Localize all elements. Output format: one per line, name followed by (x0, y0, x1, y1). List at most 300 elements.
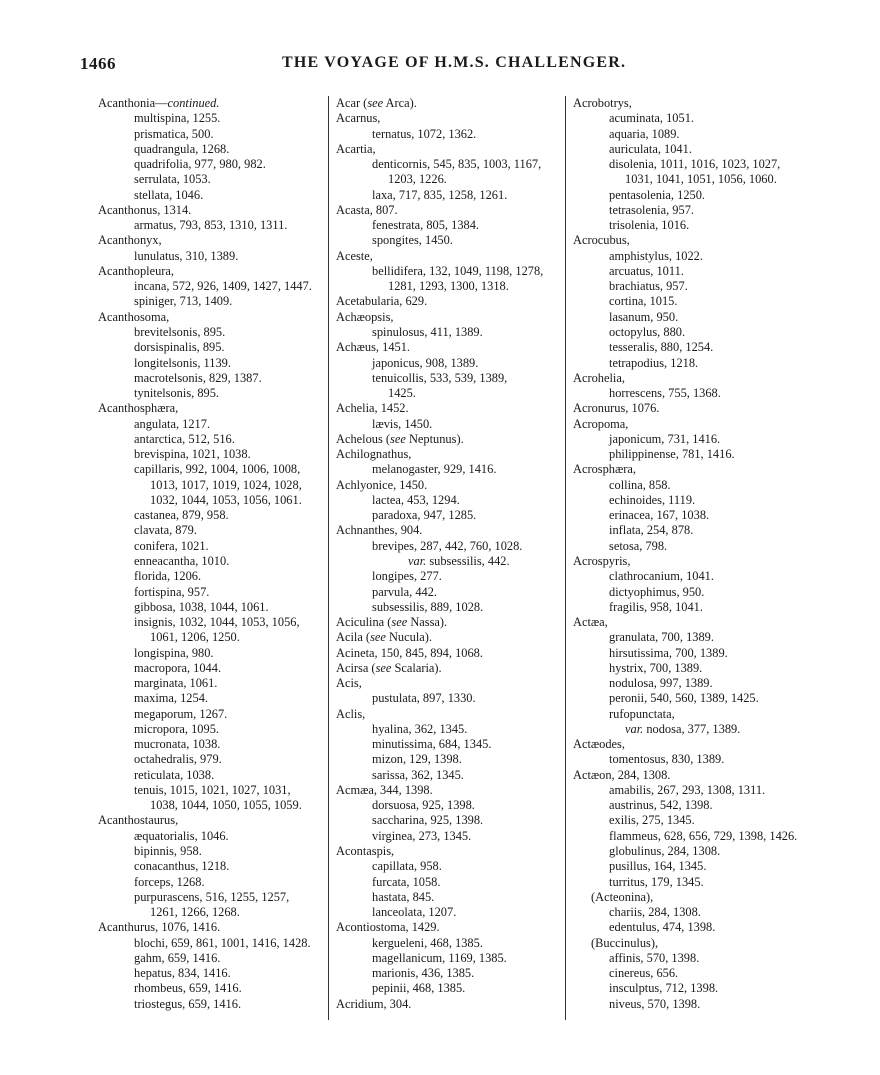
index-subentry (573, 523, 798, 538)
entry-text: prismatica, 500. (134, 126, 214, 141)
index-subentry (98, 340, 328, 355)
entry-text: trisolenia, 1016. (609, 218, 690, 233)
entry-text: armatus, 793, 853, 1310, 1311. (134, 218, 288, 233)
entry-text: clavata, 879. (134, 523, 197, 538)
index-subentry (573, 127, 798, 142)
page-number: 1466 (80, 54, 116, 73)
index-subentry (573, 783, 798, 798)
entry-text: affinis, 570, 1398. (609, 950, 700, 965)
index-subentry (98, 539, 328, 554)
index-subentry (573, 859, 798, 874)
entry-text: nodosa, 377, 1389. (643, 721, 741, 736)
entry-text: lasanum, 950. (609, 309, 679, 324)
index-subentry (98, 936, 328, 951)
index-subentry (98, 783, 328, 798)
entry-text: magellanicum, 1169, 1385. (372, 950, 507, 965)
entry-text: tenuicollis, 533, 539, 1389, (372, 370, 508, 385)
index-subentry (573, 844, 798, 859)
entry-text: megaporum, 1267. (134, 706, 228, 721)
index-subentry (336, 600, 561, 615)
entry-text: fortispina, 957. (134, 584, 210, 599)
index-continuation (573, 172, 798, 187)
entry-text: multispina, 1255. (134, 111, 221, 126)
index-subentry (98, 768, 328, 783)
entry-text: Achelia, 1452. (336, 401, 409, 416)
index-heading (336, 310, 561, 325)
entry-text: Acrospyris, (573, 553, 631, 568)
entry-text: pentasolenia, 1250. (609, 187, 706, 202)
index-continuation (98, 905, 328, 920)
index-subentry (573, 249, 798, 264)
entry-text: edentulus, 474, 1398. (609, 920, 716, 935)
index-subentry (98, 386, 328, 401)
index-continuation (98, 478, 328, 493)
index-subentry (98, 294, 328, 309)
entry-text: rufopunctata, (609, 706, 675, 721)
entry-text: 1038, 1044, 1050, 1055, 1059. (150, 798, 302, 813)
entry-text: fenestrata, 805, 1384. (372, 218, 480, 233)
entry-text: hastata, 845. (372, 889, 435, 904)
entry-text: Scalaria). (391, 660, 442, 675)
entry-text: conacanthus, 1218. (134, 859, 230, 874)
italic-text: see (367, 96, 384, 110)
index-heading (573, 615, 798, 630)
entry-text: longitelsonis, 1139. (134, 355, 231, 370)
entry-text: Actæodes, (573, 737, 625, 752)
index-subentry (573, 676, 798, 691)
entry-text: globulinus, 284, 1308. (609, 844, 721, 859)
index-subentry (573, 157, 798, 172)
entry-text: Achlyonice, 1450. (336, 477, 428, 492)
entry-text: parvula, 442. (372, 584, 438, 599)
entry-text: macropora, 1044. (134, 660, 222, 675)
index-heading (336, 707, 561, 722)
entry-text: pustulata, 897, 1330. (372, 691, 476, 706)
entry-text: tetrapodius, 1218. (609, 355, 699, 370)
index-subentry (336, 569, 561, 584)
index-continuation (98, 493, 328, 508)
entry-text: aquaria, 1089. (609, 126, 680, 141)
index-subentry (573, 325, 798, 340)
entry-text: hepatus, 834, 1416. (134, 966, 231, 981)
entry-text: maxima, 1254. (134, 691, 208, 706)
index-subentry (336, 462, 561, 477)
entry-text: Acanthonyx, (98, 233, 162, 248)
index-subentry (336, 798, 561, 813)
index-subentry (573, 829, 798, 844)
entry-text: laxa, 717, 835, 1258, 1261. (372, 187, 508, 202)
entry-text: hirsutissima, 700, 1389. (609, 645, 728, 660)
index-continuation (336, 172, 561, 187)
entry-text: Achnanthes, 904. (336, 523, 423, 538)
entry-text: florida, 1206. (134, 569, 202, 584)
entry-text: tomentosus, 830, 1389. (609, 752, 725, 767)
index-subentry (336, 356, 561, 371)
index-subentry (573, 264, 798, 279)
index-subentry (573, 569, 798, 584)
index-subentry (573, 630, 798, 645)
entry-text: hystrix, 700, 1389. (609, 660, 703, 675)
index-heading (573, 737, 798, 752)
entry-text: quadrifolia, 977, 980, 982. (134, 157, 266, 172)
entry-text: hyalina, 362, 1345. (372, 721, 468, 736)
index-subentry (573, 798, 798, 813)
index-subentry (573, 585, 798, 600)
index-subentry (98, 600, 328, 615)
entry-text: marginata, 1061. (134, 676, 218, 691)
entry-text: lunulatus, 310, 1389. (134, 248, 239, 263)
index-heading (336, 432, 561, 447)
index-heading (336, 615, 561, 630)
entry-text: lævis, 1450. (372, 416, 433, 431)
entry-text: ternatus, 1072, 1362. (372, 126, 477, 141)
entry-text: Acanthonia— (98, 96, 168, 110)
index-heading (336, 920, 561, 935)
entry-text: capillaris, 992, 1004, 1006, 1008, (134, 462, 301, 477)
entry-text: Acanthostaurus, (98, 813, 179, 828)
entry-text: mizon, 129, 1398. (372, 752, 462, 767)
entry-text: japonicum, 731, 1416. (609, 431, 721, 446)
index-subentry (98, 890, 328, 905)
index-subentry (98, 966, 328, 981)
index-subentry (573, 386, 798, 401)
entry-text: austrinus, 542, 1398. (609, 798, 713, 813)
index-continuation (98, 798, 328, 813)
index-subentry (98, 111, 328, 126)
index-subentry (98, 462, 328, 477)
italic-text: see (375, 660, 392, 675)
entry-text: enneacantha, 1010. (134, 553, 230, 568)
entry-text: blochi, 659, 861, 1001, 1416, 1428. (134, 935, 311, 950)
entry-text: spinulosus, 411, 1389. (372, 324, 483, 339)
index-variety (336, 554, 561, 569)
italic-text: see (391, 615, 408, 630)
index-heading (336, 661, 561, 676)
entry-text: Acar ( (336, 96, 368, 110)
index-subentry (573, 905, 798, 920)
index-subentry (98, 356, 328, 371)
index-subentry (573, 813, 798, 828)
entry-text: pusillus, 164, 1345. (609, 859, 707, 874)
entry-text: Nassa). (407, 615, 448, 630)
entry-text: capillata, 958. (372, 859, 442, 874)
index-subentry (98, 859, 328, 874)
index-heading (336, 447, 561, 462)
italic-text: var. (625, 721, 644, 736)
entry-text: 1032, 1044, 1053, 1056, 1061. (150, 492, 302, 507)
italic-text: see (390, 431, 406, 446)
index-subentry (98, 661, 328, 676)
entry-text: Acontiostoma, 1429. (336, 920, 440, 935)
entry-text: insignis, 1032, 1044, 1053, 1056, (134, 615, 300, 630)
index-subentry (336, 966, 561, 981)
index-subentry (573, 188, 798, 203)
entry-text: Acarnus, (336, 111, 381, 126)
entry-text: dorsuosa, 925, 1398. (372, 798, 475, 813)
index-subentry (336, 722, 561, 737)
index-column-1 (98, 96, 328, 1012)
index-subentry (98, 981, 328, 996)
entry-text: peronii, 540, 560, 1389, 1425. (609, 691, 759, 706)
entry-text: æquatorialis, 1046. (134, 828, 229, 843)
column-divider-1 (328, 96, 329, 1020)
index-heading (336, 676, 561, 691)
entry-text: Acartia, (336, 141, 376, 156)
index-subentry (336, 875, 561, 890)
entry-text: granulata, 700, 1389. (609, 630, 714, 645)
entry-text: 1031, 1041, 1051, 1056, 1060. (625, 172, 777, 187)
index-subentry (573, 752, 798, 767)
entry-text: setosa, 798. (609, 538, 668, 553)
index-subentry (98, 997, 328, 1012)
entry-text: reticulata, 1038. (134, 767, 215, 782)
entry-text: Neptunus). (405, 431, 464, 446)
entry-text: Actæa, (573, 615, 608, 630)
index-subentry (98, 157, 328, 172)
index-heading (98, 813, 328, 828)
entry-text: Acrosphæra, (573, 462, 636, 477)
entry-text: Aclis, (336, 706, 366, 721)
index-subentry (98, 371, 328, 386)
entry-text: melanogaster, 929, 1416. (372, 462, 497, 477)
entry-text: gibbosa, 1038, 1044, 1061. (134, 599, 269, 614)
index-subentry (573, 447, 798, 462)
index-heading (336, 96, 561, 111)
index-heading (336, 997, 561, 1012)
column-divider-2 (565, 96, 566, 1020)
entry-text: insculptus, 712, 1398. (609, 981, 719, 996)
entry-text: Actæon, 284, 1308. (573, 767, 671, 782)
entry-text: pepinii, 468, 1385. (372, 981, 466, 996)
entry-text: paradoxa, 947, 1285. (372, 508, 477, 523)
index-subentry (336, 981, 561, 996)
entry-text: acuminata, 1051. (609, 111, 694, 126)
index-heading (573, 96, 798, 111)
entry-text: arcuatus, 1011. (609, 263, 684, 278)
index-subentry (336, 539, 561, 554)
index-heading (98, 920, 328, 935)
entry-text: bellidifera, 132, 1049, 1198, 1278, (372, 263, 544, 278)
index-subentry (573, 493, 798, 508)
entry-text: Acanthonus, 1314. (98, 202, 192, 217)
index-subentry (573, 142, 798, 157)
index-subentry (573, 294, 798, 309)
entry-text: brevipes, 287, 442, 760, 1028. (372, 538, 523, 553)
entry-text: saccharina, 925, 1398. (372, 813, 484, 828)
index-heading (336, 111, 561, 126)
index-subentry (573, 966, 798, 981)
index-subentry (98, 951, 328, 966)
index-heading (573, 401, 798, 416)
index-subentry (573, 707, 798, 722)
entry-text: Acis, (336, 676, 362, 691)
index-subentry (98, 447, 328, 462)
entry-text: echinoides, 1119. (609, 492, 696, 507)
entry-text: mucronata, 1038. (134, 737, 221, 752)
italic-text: see (370, 630, 386, 645)
entry-text: Acanthosoma, (98, 309, 170, 324)
index-heading (98, 96, 328, 111)
entry-text: conifera, 1021. (134, 538, 209, 553)
entry-text: flammeus, 628, 656, 729, 1398, 1426. (609, 828, 798, 843)
index-subentry (573, 111, 798, 126)
entry-text: brachiatus, 957. (609, 279, 688, 294)
entry-text: antarctica, 512, 516. (134, 431, 235, 446)
index-subentry (336, 218, 561, 233)
entry-text: octahedralis, 979. (134, 752, 222, 767)
index-heading (336, 783, 561, 798)
entry-text: serrulata, 1053. (134, 172, 211, 187)
index-subentry (336, 325, 561, 340)
entry-text: tesseralis, 880, 1254. (609, 340, 714, 355)
index-subentry (573, 981, 798, 996)
index-subentry (336, 737, 561, 752)
index-subentry (336, 188, 561, 203)
index-subentry (336, 585, 561, 600)
entry-text: marionis, 436, 1385. (372, 966, 475, 981)
entry-text: cortina, 1015. (609, 294, 678, 309)
entry-text: 1281, 1293, 1300, 1318. (388, 279, 509, 294)
entry-text: niveus, 570, 1398. (609, 996, 701, 1011)
index-subentry (336, 951, 561, 966)
entry-text: tenuis, 1015, 1021, 1027, 1031, (134, 782, 291, 797)
entry-text: erinacea, 167, 1038. (609, 508, 710, 523)
index-subentry (573, 539, 798, 554)
index-subentry (98, 172, 328, 187)
index-subentry (98, 523, 328, 538)
index-subentry (573, 508, 798, 523)
index-continuation (98, 630, 328, 645)
index-subentry (573, 646, 798, 661)
index-subentry (336, 905, 561, 920)
entry-text: Acmæa, 344, 1398. (336, 782, 433, 797)
index-subentry (336, 768, 561, 783)
entry-text: tynitelsonis, 895. (134, 386, 220, 401)
entry-text: denticornis, 545, 835, 1003, 1167, (372, 157, 542, 172)
entry-text: angulata, 1217. (134, 416, 211, 431)
entry-text: Acineta, 150, 845, 894, 1068. (336, 645, 483, 660)
entry-text: Acronurus, 1076. (573, 401, 660, 416)
entry-text: Acrohelia, (573, 370, 625, 385)
entry-text: exilis, 275, 1345. (609, 813, 695, 828)
entry-text: Acanthosphæra, (98, 401, 179, 416)
entry-text: brevitelsonis, 895. (134, 324, 226, 339)
index-subentry (573, 997, 798, 1012)
index-heading (98, 310, 328, 325)
entry-text: purpurascens, 516, 1255, 1257, (134, 889, 290, 904)
entry-text: stellata, 1046. (134, 187, 204, 202)
entry-text: disolenia, 1011, 1016, 1023, 1027, (609, 157, 781, 172)
index-heading (336, 630, 561, 645)
index-subentry (336, 233, 561, 248)
entry-text: furcata, 1058. (372, 874, 441, 889)
running-title: THE VOYAGE OF H.M.S. CHALLENGER. (282, 54, 627, 71)
entry-text: dictyophimus, 950. (609, 584, 705, 599)
italic-text: continued. (167, 96, 220, 110)
entry-text: Achæus, 1451. (336, 340, 410, 355)
index-subentry (336, 417, 561, 432)
index-subentry (98, 432, 328, 447)
entry-text: inflata, 254, 878. (609, 523, 694, 538)
entry-text: sarissa, 362, 1345. (372, 767, 464, 782)
index-subentry (98, 569, 328, 584)
index-subentry (573, 661, 798, 676)
entry-text: lactea, 453, 1294. (372, 492, 460, 507)
entry-text: 1013, 1017, 1019, 1024, 1028, (150, 477, 302, 492)
index-subentry (573, 691, 798, 706)
entry-text: Acrocubus, (573, 233, 630, 248)
entry-text: octopylus, 880. (609, 324, 686, 339)
entry-text: Acropoma, (573, 416, 629, 431)
index-heading (98, 264, 328, 279)
index-heading (98, 401, 328, 416)
index-subentry (98, 279, 328, 294)
entry-text: kergueleni, 468, 1385. (372, 935, 483, 950)
entry-text: Acontaspis, (336, 844, 395, 859)
entry-text: longispina, 980. (134, 645, 214, 660)
index-heading (336, 142, 561, 157)
entry-text: virginea, 273, 1345. (372, 828, 472, 843)
index-heading (336, 294, 561, 309)
index-heading (573, 554, 798, 569)
entry-text: nodulosa, 997, 1389. (609, 676, 713, 691)
index-heading (573, 417, 798, 432)
entry-text: brevispina, 1021, 1038. (134, 447, 251, 462)
entry-text: Achelous ( (336, 431, 391, 446)
index-continuation (573, 722, 798, 737)
entry-text: clathrocanium, 1041. (609, 569, 714, 584)
index-subentry (98, 585, 328, 600)
entry-text: spiniger, 713, 1409. (134, 294, 233, 309)
index-subentry (336, 936, 561, 951)
entry-text: lanceolata, 1207. (372, 905, 457, 920)
index-subgenus (573, 890, 798, 905)
entry-text: forceps, 1268. (134, 874, 205, 889)
index-subentry (336, 493, 561, 508)
index-heading (573, 233, 798, 248)
index-heading (336, 646, 561, 661)
entry-text: minutissima, 684, 1345. (372, 737, 492, 752)
entry-text: Nucula). (385, 630, 432, 645)
index-subentry (573, 310, 798, 325)
index-subentry (98, 127, 328, 142)
entry-text: Achæopsis, (336, 309, 394, 324)
entry-text: cinereus, 656. (609, 966, 679, 981)
entry-text: horrescens, 755, 1368. (609, 386, 721, 401)
index-subentry (98, 875, 328, 890)
index-subentry (573, 432, 798, 447)
index-continuation (336, 279, 561, 294)
index-subentry (98, 249, 328, 264)
entry-text: Acrobotrys, (573, 96, 632, 110)
index-subentry (573, 340, 798, 355)
index-heading (98, 203, 328, 218)
index-subentry (98, 752, 328, 767)
running-header (0, 54, 880, 78)
entry-text: Acanthurus, 1076, 1416. (98, 920, 221, 935)
entry-text: collina, 858. (609, 477, 671, 492)
entry-text: 1061, 1206, 1250. (150, 630, 240, 645)
entry-text: Achilognathus, (336, 447, 412, 462)
entry-text: 1261, 1266, 1268. (150, 905, 240, 920)
entry-text: Acetabularia, 629. (336, 294, 428, 309)
entry-text: longipes, 277. (372, 569, 442, 584)
index-subentry (573, 478, 798, 493)
index-subentry (98, 844, 328, 859)
entry-text: incana, 572, 926, 1409, 1427, 1447. (134, 279, 312, 294)
index-subentry (98, 722, 328, 737)
index-subentry (98, 325, 328, 340)
